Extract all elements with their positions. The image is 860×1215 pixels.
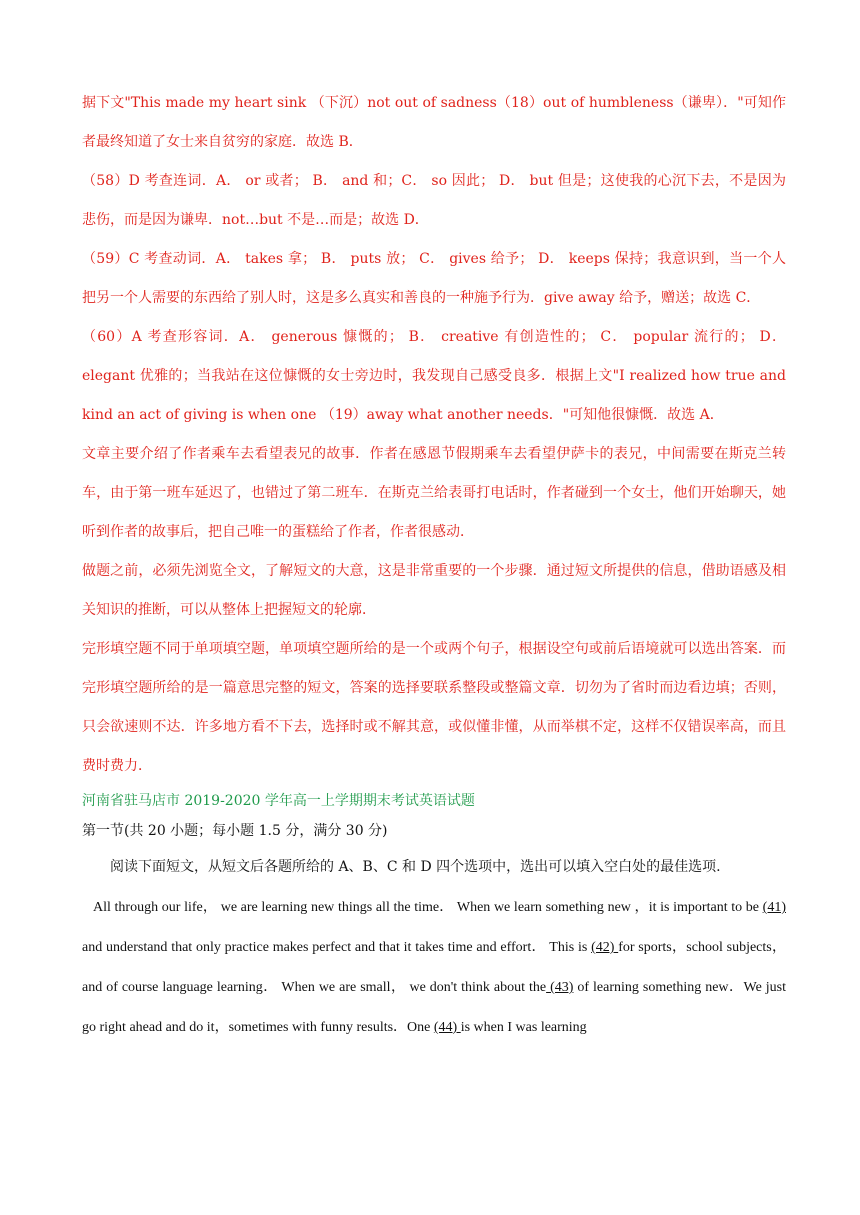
explanation-60: （60）A 考查形容词．A． generous 慷慨的； B． creative 有创造性的； C． popular 流行的； D． elegant 优雅的；当我站在这位慷慨的女士旁边时，我发现自己感受良多．根据上文"I realized how true and kind an act of giving is when one （19）away what another needs．"可知他很慷慨．故选 A． [82,329,786,423]
instruction-text: 阅读下面短文，从短文后各题所给的 A、B、C 和 D 四个选项中，选出可以填入空白处的最佳选项. [110,859,721,875]
document-page [82,84,786,1048]
blank-44: (44) [433,1020,461,1035]
passage-text: of learning something new．We just go right ahead and do it，sometimes with funny results．One [82,980,786,1035]
explanation-59: （59）C 考查动词．A． takes 拿； B． puts 放； C． gives 给予； D． keeps 保持；我意识到，当一个人把另一个人需要的东西给了别人时，这是多么真实和善良的一种施予行为．give away 给予，赠送；故选 C． [82,251,786,306]
passage-text: and understand that only practice makes perfect and that it takes time and effort． This is [82,940,592,955]
answer-explanations [82,84,786,786]
blank-41: (41) [762,900,786,915]
section-title: 第一节(共 20 小题；每小题 1.5 分，满分 30 分) [82,823,388,839]
exam-heading: 河南省驻马店市 2019-2020 学年高一上学期期末考试英语试题 [82,793,475,809]
passage-summary: 文章主要介绍了作者乘车去看望表兄的故事．作者在感恩节假期乘车去看望伊萨卡的表兄，中间需要在斯克兰转车，由于第一班车延迟了，也错过了第二班车．在斯克兰给表哥打电话时，作者碰到一个女士，他们开始聊天，她听到作者的故事后，把自己唯一的蛋糕给了作者，作者很感动． [82,446,786,540]
blank-42: (42) [591,940,619,955]
passage-text: for sports，school subjects， and of course language learning． When we are small， we don't think about the [82,940,786,995]
blank-43: (43) [546,980,574,995]
explanation-58: （58）D 考查连词．A． or 或者； B． and 和；C． so 因此； D． but 但是；这使我的心沉下去，不是因为悲伤，而是因为谦卑．not…but 不是…而是；故选 D． [82,173,786,228]
cloze-tip: 完形填空题不同于单项填空题，单项填空题所给的是一个或两个句子，根据设空句或前后语境就可以选出答案．而完形填空题所给的是一篇意思完整的短文，答案的选择要联系整段或整篇文章．切勿为了省时而边看边填；否则，只会欲速则不达．许多地方看不下去，选择时或不解其意，或似懂非懂，从而举棋不定，这样不仅错误率高，而且费时费力． [82,641,786,774]
passage-text: is when I was learning [460,1020,587,1035]
explanation-57-tail: 据下文"This made my heart sink （下沉）not out of sadness（18）out of humbleness（谦卑）．"可知作者最终知道了女士来自贫穷的家庭．故选 B． [82,95,786,150]
cloze-passage [82,888,786,1048]
reading-tip: 做题之前，必须先浏览全文，了解短文的大意，这是非常重要的一个步骤．通过短文所提供的信息，借助语感及相关知识的推断，可以从整体上把握短文的轮廓． [82,563,786,618]
passage-text: All through our life， we are learning new things all the time． When we learn something new ，it is important to be [92,900,763,915]
